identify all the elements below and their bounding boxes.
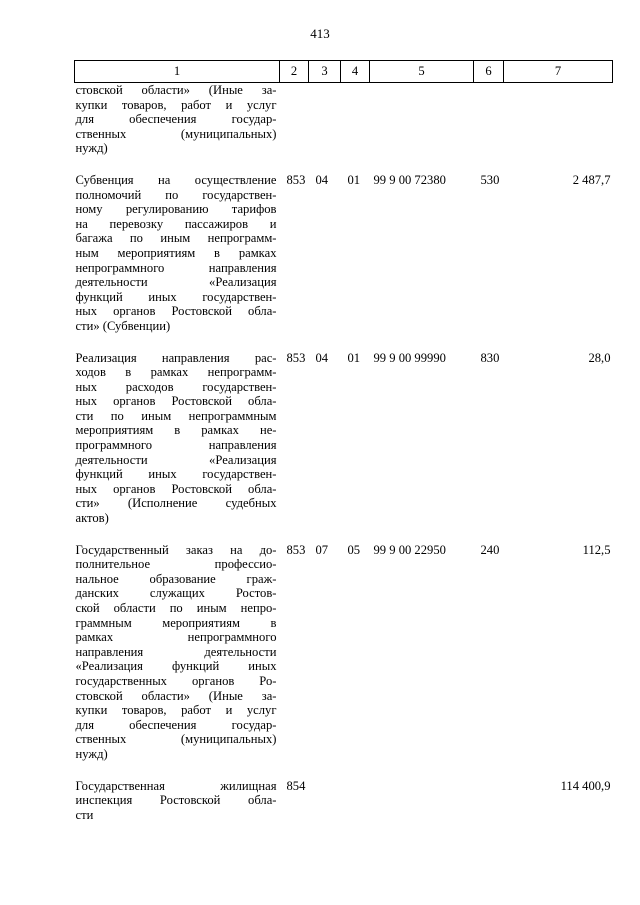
row-amount: [504, 83, 613, 173]
row-name-cell: [75, 173, 280, 351]
header-col-3: 3: [309, 61, 341, 83]
row-name-line: нужд): [75, 746, 108, 761]
row-name-line: функций иных государствен-: [75, 289, 277, 304]
row-name-line: рамках непрограммного: [75, 630, 277, 645]
row-name-line: функций иных государствен-: [75, 467, 277, 482]
row-name-line: данских служащих Ростов-: [75, 586, 277, 601]
row-expense-type: 830: [480, 350, 500, 365]
row-subsection-code: [341, 779, 370, 823]
header-col-5: 5: [370, 61, 474, 83]
row-subsection-code: 01: [347, 172, 361, 187]
row-amount: 28,0: [588, 350, 611, 365]
row-expense-type: 530: [480, 172, 500, 187]
row-name-line: деятельности «Реализация: [75, 452, 277, 467]
row-name-line: ственных (муниципальных): [75, 126, 277, 141]
row-name-line: полномочий по государствен-: [75, 187, 277, 202]
table-row: [75, 83, 613, 173]
row-section-code: 04: [315, 172, 329, 187]
row-expense-type: [474, 779, 504, 823]
row-name-line: нужд): [75, 141, 108, 156]
table-body: [75, 83, 613, 823]
row-name-line: купки товаров, работ и услуг: [75, 97, 277, 112]
row-target-article: 99 9 00 22950: [373, 542, 446, 557]
header-col-6: 6: [474, 61, 504, 83]
row-name-cell: [75, 543, 280, 779]
row-target-article: 99 9 00 72380: [373, 172, 446, 187]
row-name-line: ным мероприятиям в рамках: [75, 245, 277, 260]
row-name-line: ных органов Ростовской обла-: [75, 394, 277, 409]
table-row: [75, 779, 613, 823]
row-name-line: программного направления: [75, 438, 277, 453]
row-name-cell: [75, 351, 280, 543]
row-name-cell: [75, 779, 280, 823]
row-name-line: инспекция Ростовской обла-: [75, 793, 277, 808]
table-row: [75, 173, 613, 351]
row-target-article: [370, 779, 474, 823]
row-name-line: ственных (муниципальных): [75, 732, 277, 747]
row-name-line: багажа по иным непрограмм-: [75, 231, 277, 246]
row-name-line: стовской области» (Иные за-: [75, 83, 277, 97]
row-name-line: ных органов Ростовской обла-: [75, 304, 277, 319]
row-name-line: деятельности «Реализация: [75, 275, 277, 290]
row-name-line: Реализация направления рас-: [75, 350, 277, 365]
row-ministry-code: 853: [286, 172, 306, 187]
row-section-code: [309, 779, 341, 823]
row-name-line: актов): [75, 511, 109, 526]
table-row: [75, 543, 613, 779]
row-name-line: сти» (Исполнение судебных: [75, 496, 277, 511]
row-name-line: ному регулированию тарифов: [75, 202, 277, 217]
row-target-article: 99 9 00 99990: [373, 350, 446, 365]
row-name-line: стовской области» (Иные за-: [75, 688, 277, 703]
row-name-line: сти по иным непрограммным: [75, 408, 277, 423]
table-header: [75, 61, 613, 83]
table-row: [75, 351, 613, 543]
budget-table: [74, 60, 613, 822]
row-amount: 112,5: [582, 542, 611, 557]
row-ministry-code: 854: [286, 778, 306, 793]
row-name-line: граммным мероприятиям в: [75, 615, 277, 630]
row-name-line: ской области по иным непро-: [75, 601, 277, 615]
row-name-line: нальное образование граж-: [75, 571, 277, 586]
row-section-code: [309, 83, 341, 173]
page-number: 413: [310, 26, 330, 41]
row-expense-type: 240: [480, 542, 500, 557]
row-name-line: ных органов Ростовской обла-: [75, 481, 277, 496]
row-section-code: 04: [315, 350, 329, 365]
row-name-line: полнительное профессио-: [75, 557, 277, 572]
row-name-line: на перевозку пассажиров и: [75, 216, 277, 231]
row-ministry-code: 853: [286, 350, 306, 365]
row-name-line: мероприятиям в рамках не-: [75, 423, 277, 438]
row-section-code: 07: [315, 542, 329, 557]
row-amount: 114 400,9: [560, 778, 611, 793]
header-col-7: 7: [504, 61, 613, 83]
row-name-line: купки товаров, работ и услуг: [75, 703, 277, 718]
row-name-line: направления деятельности: [75, 644, 277, 659]
row-expense-type: [474, 83, 504, 173]
row-name-line: непрограммного направления: [75, 260, 277, 275]
row-subsection-code: 01: [347, 350, 361, 365]
row-name-line: сти» (Субвенции): [75, 318, 171, 333]
row-name-line: государственных органов Ро-: [75, 673, 277, 688]
row-name-line: Государственная жилищная: [75, 778, 277, 793]
row-name-line: ных расходов государствен-: [75, 379, 277, 394]
row-name-cell: [75, 83, 280, 173]
header-col-4: 4: [341, 61, 370, 83]
row-subsection-code: 05: [347, 542, 361, 557]
row-amount: 2 487,7: [572, 172, 611, 187]
row-name-line: Субвенция на осуществление: [75, 172, 277, 187]
row-name-line: Государственный заказ на до-: [75, 542, 277, 557]
row-name-line: для обеспечения государ-: [75, 112, 277, 127]
row-target-article: [370, 83, 474, 173]
header-col-1: 1: [75, 61, 280, 83]
row-name-line: «Реализация функций иных: [75, 659, 277, 674]
row-name-line: сти: [75, 807, 94, 822]
header-col-2: 2: [280, 61, 309, 83]
row-name-line: ходов в рамках непрограмм-: [75, 365, 277, 380]
row-name-line: для обеспечения государ-: [75, 717, 277, 732]
row-ministry-code: [280, 83, 309, 173]
row-subsection-code: [341, 83, 370, 173]
row-ministry-code: 853: [286, 542, 306, 557]
header-row: [75, 61, 613, 83]
